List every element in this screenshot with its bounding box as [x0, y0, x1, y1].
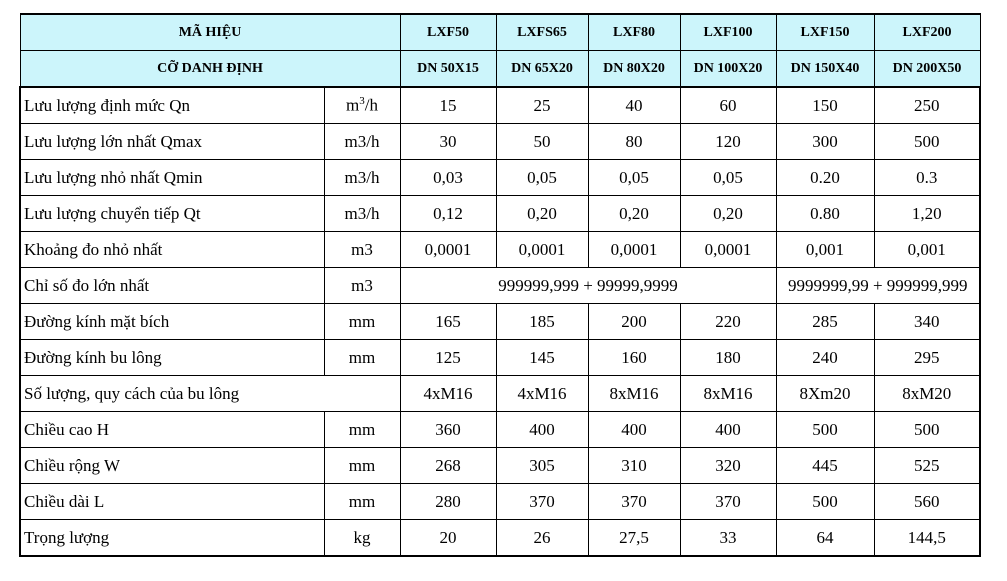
value-cell: 26 — [496, 520, 588, 557]
table-row — [20, 448, 980, 484]
value-cell: 0,20 — [680, 196, 776, 232]
value-cell: 27,5 — [588, 520, 680, 557]
value-cell: 300 — [776, 124, 874, 160]
value-cell: 360 — [400, 412, 496, 448]
value-cell: 220 — [680, 304, 776, 340]
row-label: Lưu lượng chuyển tiếp Qt — [20, 196, 324, 232]
value-cell: 50 — [496, 124, 588, 160]
value-cell: 15 — [400, 87, 496, 124]
size-cell: DN 50X15 — [400, 51, 496, 88]
table-row — [20, 160, 980, 196]
unit-cell: mm — [324, 340, 400, 376]
value-cell: 0,001 — [874, 232, 980, 268]
value-cell: 0,12 — [400, 196, 496, 232]
value-cell: 8xM20 — [874, 376, 980, 412]
value-cell: 305 — [496, 448, 588, 484]
table-row — [20, 268, 980, 304]
value-cell: 310 — [588, 448, 680, 484]
row-label: Lưu lượng lớn nhất Qmax — [20, 124, 324, 160]
value-cell: 280 — [400, 484, 496, 520]
table-row — [20, 232, 980, 268]
model-cell: LXFS65 — [496, 14, 588, 51]
value-cell: 295 — [874, 340, 980, 376]
value-cell: 500 — [874, 124, 980, 160]
table-row — [20, 340, 980, 376]
model-header-row — [20, 14, 980, 51]
value-cell: 30 — [400, 124, 496, 160]
value-cell: 20 — [400, 520, 496, 557]
value-cell: 250 — [874, 87, 980, 124]
row-label: Khoảng đo nhỏ nhất — [20, 232, 324, 268]
value-cell: 64 — [776, 520, 874, 557]
value-cell: 125 — [400, 340, 496, 376]
table-row — [20, 520, 980, 557]
model-label-cell: MÃ HIỆU — [20, 14, 400, 51]
value-cell: 0,05 — [680, 160, 776, 196]
value-cell: 0,001 — [776, 232, 874, 268]
table-row — [20, 124, 980, 160]
row-label: Chiều dài L — [20, 484, 324, 520]
spec-table — [19, 13, 981, 557]
value-cell: 370 — [496, 484, 588, 520]
value-cell: 0.3 — [874, 160, 980, 196]
unit-cell: m3 — [324, 268, 400, 304]
table-row — [20, 484, 980, 520]
unit-cell: m3/h — [324, 160, 400, 196]
value-cell: 144,5 — [874, 520, 980, 557]
unit-cell: mm — [324, 412, 400, 448]
value-cell: 165 — [400, 304, 496, 340]
value-cell: 500 — [776, 484, 874, 520]
unit-cell: $m^3/h$ — [324, 87, 400, 124]
value-cell: 0,05 — [588, 160, 680, 196]
size-label-cell: CỠ DANH ĐỊNH — [20, 51, 400, 88]
model-cell: LXF150 — [776, 14, 874, 51]
value-cell: 400 — [680, 412, 776, 448]
row-label: Lưu lượng định mức Qn — [20, 87, 324, 124]
table-row — [20, 376, 980, 412]
row-label: Số lượng, quy cách của bu lông — [20, 376, 400, 412]
value-cell: 180 — [680, 340, 776, 376]
unit-cell: kg — [324, 520, 400, 557]
value-cell: 320 — [680, 448, 776, 484]
size-cell: DN 150X40 — [776, 51, 874, 88]
value-cell: 160 — [588, 340, 680, 376]
value-cell: 120 — [680, 124, 776, 160]
size-cell: DN 80X20 — [588, 51, 680, 88]
value-cell: 0,0001 — [680, 232, 776, 268]
table-row — [20, 87, 980, 124]
value-cell: 40 — [588, 87, 680, 124]
value-cell: 240 — [776, 340, 874, 376]
unit-cell: m3/h — [324, 196, 400, 232]
value-cell: 268 — [400, 448, 496, 484]
value-cell: 200 — [588, 304, 680, 340]
value-cell: 8xM16 — [588, 376, 680, 412]
table-row — [20, 412, 980, 448]
value-cell: 0,0001 — [588, 232, 680, 268]
value-cell: 500 — [776, 412, 874, 448]
value-cell: 60 — [680, 87, 776, 124]
model-cell: LXF200 — [874, 14, 980, 51]
row-label: Chiều cao H — [20, 412, 324, 448]
model-cell: LXF50 — [400, 14, 496, 51]
value-cell: 185 — [496, 304, 588, 340]
value-cell: 370 — [588, 484, 680, 520]
row-label: Lưu lượng nhỏ nhất Qmin — [20, 160, 324, 196]
row-label: Chiều rộng W — [20, 448, 324, 484]
unit-cell: m3/h — [324, 124, 400, 160]
value-cell: 145 — [496, 340, 588, 376]
value-cell: 4xM16 — [400, 376, 496, 412]
value-cell: 25 — [496, 87, 588, 124]
unit-cell: mm — [324, 448, 400, 484]
unit-cell: mm — [324, 304, 400, 340]
value-cell: 4xM16 — [496, 376, 588, 412]
value-cell: 1,20 — [874, 196, 980, 232]
value-cell: 400 — [496, 412, 588, 448]
value-cell: 0.80 — [776, 196, 874, 232]
table-row — [20, 304, 980, 340]
merged-value-cell: 999999,999 + 99999,9999 — [400, 268, 776, 304]
value-cell: 33 — [680, 520, 776, 557]
row-label: Đường kính bu lông — [20, 340, 324, 376]
value-cell: 8Xm20 — [776, 376, 874, 412]
unit-cell: m3 — [324, 232, 400, 268]
row-label: Chỉ số đo lớn nhất — [20, 268, 324, 304]
size-header-row — [20, 51, 980, 88]
table-row — [20, 196, 980, 232]
value-cell: 0,20 — [588, 196, 680, 232]
value-cell: 150 — [776, 87, 874, 124]
value-cell: 8xM16 — [680, 376, 776, 412]
value-cell: 560 — [874, 484, 980, 520]
size-cell: DN 100X20 — [680, 51, 776, 88]
value-cell: 0,03 — [400, 160, 496, 196]
value-cell: 500 — [874, 412, 980, 448]
value-cell: 0,05 — [496, 160, 588, 196]
value-cell: 0.20 — [776, 160, 874, 196]
model-cell: LXF100 — [680, 14, 776, 51]
row-label: Đường kính mặt bích — [20, 304, 324, 340]
value-cell: 0,0001 — [496, 232, 588, 268]
value-cell: 0,20 — [496, 196, 588, 232]
value-cell: 370 — [680, 484, 776, 520]
merged-value-cell: 9999999,99 + 999999,999 — [776, 268, 980, 304]
value-cell: 0,0001 — [400, 232, 496, 268]
value-cell: 445 — [776, 448, 874, 484]
value-cell: 400 — [588, 412, 680, 448]
value-cell: 340 — [874, 304, 980, 340]
value-cell: 525 — [874, 448, 980, 484]
unit-cell: mm — [324, 484, 400, 520]
model-cell: LXF80 — [588, 14, 680, 51]
value-cell: 80 — [588, 124, 680, 160]
value-cell: 285 — [776, 304, 874, 340]
size-cell: DN 65X20 — [496, 51, 588, 88]
row-label: Trọng lượng — [20, 520, 324, 557]
size-cell: DN 200X50 — [874, 51, 980, 88]
